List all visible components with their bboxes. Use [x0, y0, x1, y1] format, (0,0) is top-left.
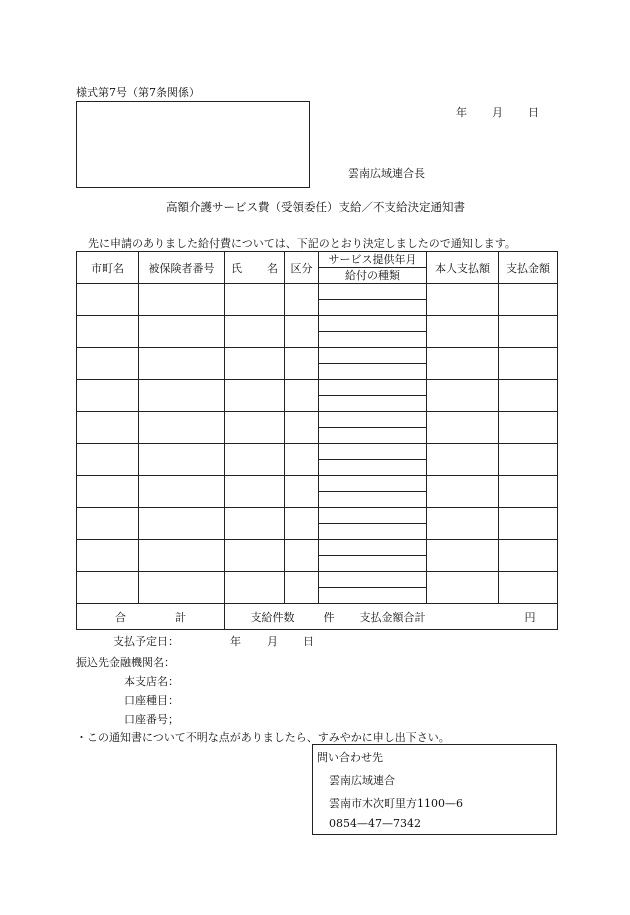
- cell-category[interactable]: [285, 348, 319, 380]
- cell-payment[interactable]: [499, 348, 558, 380]
- address-box: [76, 101, 310, 188]
- contact-box: [312, 744, 557, 835]
- account-number-label: 口座番号；: [124, 713, 179, 726]
- cell-name[interactable]: [225, 444, 285, 476]
- cell-self-pay[interactable]: [427, 540, 499, 572]
- cell-name[interactable]: [225, 572, 285, 604]
- cell-name[interactable]: [225, 380, 285, 412]
- cell-self-pay[interactable]: [427, 348, 499, 380]
- cell-category[interactable]: [285, 572, 319, 604]
- cell-benefit-type[interactable]: [319, 332, 426, 348]
- cell-municipality[interactable]: [77, 476, 139, 508]
- cell-service-month[interactable]: [319, 348, 426, 364]
- total-label-a: 合: [115, 610, 126, 624]
- cell-payment[interactable]: [499, 540, 558, 572]
- col-municipality: 市町名: [77, 252, 139, 284]
- col-service-month: サービス提供年月: [319, 252, 426, 268]
- cell-service[interactable]: [319, 508, 427, 540]
- cell-municipality[interactable]: [77, 380, 139, 412]
- cell-insured-number[interactable]: [139, 540, 225, 572]
- cell-municipality[interactable]: [77, 412, 139, 444]
- table-row: [77, 572, 558, 604]
- cell-payment[interactable]: [499, 412, 558, 444]
- cell-name[interactable]: [225, 348, 285, 380]
- cell-self-pay[interactable]: [427, 412, 499, 444]
- cell-name[interactable]: [225, 412, 285, 444]
- cell-service[interactable]: [319, 412, 427, 444]
- col-category: 区分: [285, 252, 319, 284]
- cell-self-pay[interactable]: [427, 508, 499, 540]
- benefit-table: [76, 251, 558, 630]
- cell-service[interactable]: [319, 476, 427, 508]
- table-row: [77, 508, 558, 540]
- intro-text: 先に申請のありました給付費については、下記のとおり決定しましたので通知します。: [88, 237, 516, 250]
- cell-insured-number[interactable]: [139, 572, 225, 604]
- cell-category[interactable]: [285, 476, 319, 508]
- cell-insured-number[interactable]: [139, 284, 225, 316]
- cell-category[interactable]: [285, 284, 319, 316]
- date-day-label: 日: [528, 106, 539, 119]
- cell-service[interactable]: [319, 444, 427, 476]
- cell-benefit-type[interactable]: [319, 364, 426, 380]
- total-label-cell: [77, 604, 225, 630]
- cell-municipality[interactable]: [77, 572, 139, 604]
- cell-name[interactable]: [225, 284, 285, 316]
- bank-label: 振込先金融機関名：: [76, 656, 175, 669]
- form-number: 様式第7号（第7条関係）: [76, 86, 200, 99]
- account-type-label: 口座種目：: [124, 694, 179, 707]
- cell-self-pay[interactable]: [427, 572, 499, 604]
- cell-name[interactable]: [225, 316, 285, 348]
- col-payment: 支払金額: [499, 252, 558, 284]
- date-year-label: 年: [456, 106, 467, 119]
- cell-insured-number[interactable]: [139, 444, 225, 476]
- contact-phone: 0854—47—7342: [329, 817, 421, 830]
- cell-self-pay[interactable]: [427, 476, 499, 508]
- cell-benefit-type[interactable]: [319, 492, 426, 508]
- cell-service-month[interactable]: [319, 572, 426, 588]
- cell-payment[interactable]: [499, 508, 558, 540]
- cell-payment[interactable]: [499, 284, 558, 316]
- cell-insured-number[interactable]: [139, 412, 225, 444]
- cell-service[interactable]: [319, 572, 427, 604]
- table-row: [77, 540, 558, 572]
- cell-service-month[interactable]: [319, 316, 426, 332]
- cell-service-month[interactable]: [319, 284, 426, 300]
- col-name: [225, 252, 285, 284]
- branch-label: 本支店名：: [124, 675, 179, 688]
- cell-category[interactable]: [285, 412, 319, 444]
- cell-benefit-type[interactable]: [319, 428, 426, 444]
- cell-service-month[interactable]: [319, 412, 426, 428]
- table-row: [77, 316, 558, 348]
- cell-service[interactable]: [319, 284, 427, 316]
- table-row: [77, 476, 558, 508]
- table-row: [77, 380, 558, 412]
- cell-municipality[interactable]: [77, 316, 139, 348]
- contact-address: 雲南市木次町里方1100—6: [329, 797, 463, 810]
- cell-service[interactable]: [319, 540, 427, 572]
- cell-service-month[interactable]: [319, 540, 426, 556]
- cell-insured-number[interactable]: [139, 508, 225, 540]
- sum-label: 支払金額合計: [359, 610, 426, 624]
- cell-self-pay[interactable]: [427, 284, 499, 316]
- cell-benefit-type[interactable]: [319, 396, 426, 412]
- cell-benefit-type[interactable]: [319, 524, 426, 540]
- col-insured-number: 被保険者番号: [139, 252, 225, 284]
- col-benefit-type: 給付の種類: [345, 269, 400, 282]
- cell-payment[interactable]: [499, 444, 558, 476]
- cell-municipality[interactable]: [77, 284, 139, 316]
- cell-insured-number[interactable]: [139, 348, 225, 380]
- col-self-pay: 本人支払額: [427, 252, 499, 284]
- count-label: 支給件数: [250, 610, 295, 624]
- cell-benefit-type[interactable]: [319, 300, 426, 316]
- cell-self-pay[interactable]: [427, 316, 499, 348]
- cell-municipality[interactable]: [77, 540, 139, 572]
- cell-service-month[interactable]: [319, 444, 426, 460]
- scheduled-year: 年: [230, 635, 241, 648]
- issuer-name: 雲南広域連合長: [348, 167, 425, 180]
- col-name-b: 名: [267, 261, 278, 275]
- cell-insured-number[interactable]: [139, 316, 225, 348]
- cell-self-pay[interactable]: [427, 380, 499, 412]
- table-row: [77, 444, 558, 476]
- table-row: [77, 284, 558, 316]
- cell-insured-number[interactable]: [139, 476, 225, 508]
- contact-heading: 問い合わせ先: [317, 751, 383, 764]
- cell-benefit-type[interactable]: [319, 556, 426, 572]
- yen-unit: 円: [524, 610, 536, 624]
- cell-municipality[interactable]: [77, 508, 139, 540]
- cell-service-month[interactable]: [319, 508, 426, 524]
- cell-municipality[interactable]: [77, 444, 139, 476]
- cell-service[interactable]: [319, 380, 427, 412]
- cell-service-month[interactable]: [319, 476, 426, 492]
- cell-category[interactable]: [285, 380, 319, 412]
- cell-category[interactable]: [285, 316, 319, 348]
- cell-service[interactable]: [319, 316, 427, 348]
- contact-org: 雲南広域連合: [329, 774, 395, 787]
- document-title: 高額介護サービス費（受領委任）支給／不支給決定通知書: [166, 200, 465, 214]
- cell-municipality[interactable]: [77, 348, 139, 380]
- cell-benefit-type[interactable]: [319, 460, 426, 476]
- table-row: [77, 348, 558, 380]
- cell-payment[interactable]: [499, 380, 558, 412]
- total-label-b: 計: [175, 610, 186, 624]
- cell-service[interactable]: [319, 348, 427, 380]
- table-row: [77, 412, 558, 444]
- cell-category[interactable]: [285, 444, 319, 476]
- cell-service-month[interactable]: [319, 380, 426, 396]
- cell-payment[interactable]: [499, 316, 558, 348]
- cell-name[interactable]: [225, 508, 285, 540]
- cell-self-pay[interactable]: [427, 444, 499, 476]
- col-service: [319, 252, 427, 284]
- cell-payment[interactable]: [499, 476, 558, 508]
- cell-name[interactable]: [225, 476, 285, 508]
- cell-category[interactable]: [285, 508, 319, 540]
- cell-name[interactable]: [225, 540, 285, 572]
- col-name-a: 氏: [231, 261, 242, 275]
- scheduled-date-label: 支払予定日：: [113, 635, 179, 648]
- notice-text: ・この通知書について不明な点がありましたら、すみやかに申し出下さい。: [76, 731, 450, 744]
- cell-category[interactable]: [285, 540, 319, 572]
- cell-payment[interactable]: [499, 572, 558, 604]
- date-month-label: 月: [492, 106, 503, 119]
- cell-benefit-type[interactable]: [319, 588, 426, 604]
- total-summary-cell: [225, 604, 558, 630]
- count-unit: 件: [323, 610, 335, 624]
- cell-insured-number[interactable]: [139, 380, 225, 412]
- scheduled-month: 月: [267, 635, 278, 648]
- scheduled-day: 日: [303, 635, 314, 648]
